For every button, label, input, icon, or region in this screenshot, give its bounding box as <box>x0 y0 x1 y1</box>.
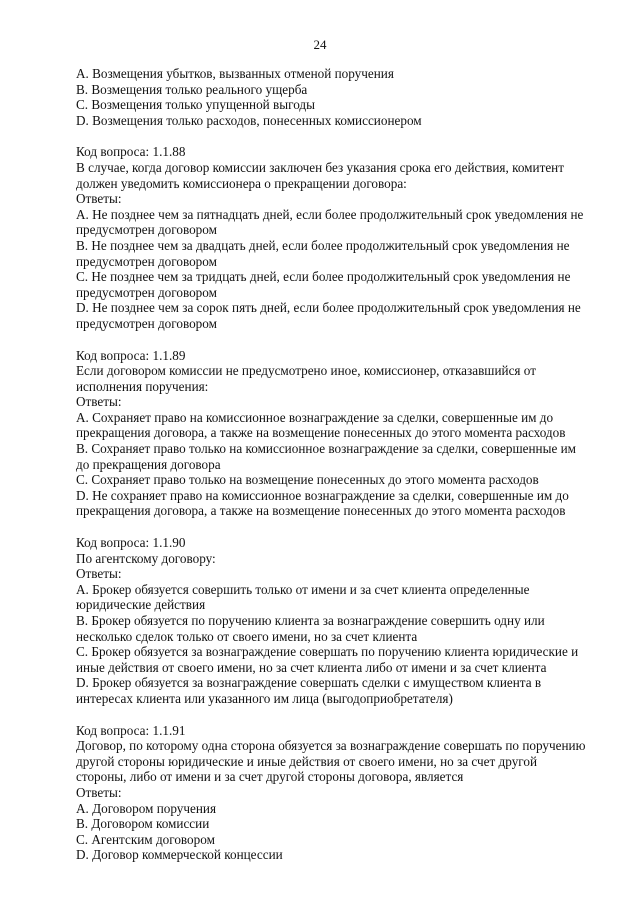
page-number: 24 <box>313 37 327 52</box>
answer-option-continuation: иные действия от своего имени, но за счет клиента либо от имени и за счет клиента <box>76 659 547 675</box>
question-code: Код вопроса: 1.1.89 <box>76 347 186 363</box>
answer-option: A. Сохраняет право на комиссионное вознаграждение за сделки, совершенные им до <box>76 409 554 425</box>
answer-option-continuation: несколько сделок только от своего имени, но за счет клиента <box>76 628 418 644</box>
answer-option-continuation: юридические действия <box>76 597 206 613</box>
answer-option-continuation: предусмотрен договором <box>76 222 217 238</box>
question-text-line: исполнения поручения: <box>76 378 209 394</box>
answer-option: A. Не позднее чем за пятнадцать дней, если более продолжительный срок уведомления не <box>76 206 584 222</box>
answer-option: A. Договором поручения <box>76 800 217 816</box>
answer-option: D. Возмещения только расходов, понесенных комиссионером <box>76 112 422 128</box>
question-block <box>76 348 576 520</box>
answer-option: C. Не позднее чем за тридцать дней, если более продолжительный срок уведомления не <box>76 269 571 285</box>
answer-option: B. Не позднее чем за двадцать дней, если более продолжительный срок уведомления не <box>76 237 570 253</box>
answer-option: B. Договором комиссии <box>76 816 210 832</box>
answer-option: A. Брокер обязуется совершить только от имени и за счет клиента определенные <box>76 581 530 597</box>
answer-option-continuation: предусмотрен договором <box>76 253 217 269</box>
question-text-line: По агентскому договору: <box>76 550 216 566</box>
answer-option: D. Брокер обязуется за вознаграждение совершать сделки с имуществом клиента в <box>76 675 542 691</box>
question-text-line: В случае, когда договор комиссии заключен без указания срока его действия, комитент <box>76 159 565 175</box>
answer-option: B. Сохраняет право только на комиссионное вознаграждение за сделки, совершенные им <box>76 441 576 457</box>
answer-option-continuation: прекращения договора, а также на возмещение понесенных до этого момента расходов <box>76 425 566 441</box>
answer-option: D. Не сохраняет право на комиссионное вознаграждение за сделки, совершенные им до <box>76 487 569 503</box>
answer-option: D. Не позднее чем за сорок пять дней, если более продолжительный срок уведомления не <box>76 300 581 316</box>
question-text-line: другой стороны юридические и иные действия от своего имени, но за счет другой <box>76 753 538 769</box>
answer-option-continuation: до прекращения договора <box>76 456 221 472</box>
question-text-line: Договор, по которому одна сторона обязуется за вознаграждение совершать по поручению <box>76 738 586 754</box>
question-text-line: Если договором комиссии не предусмотрено иное, комиссионер, отказавшийся от <box>76 363 536 379</box>
answer-option-continuation: предусмотрен договором <box>76 284 217 300</box>
question-block <box>76 144 584 331</box>
answer-option: D. Договор коммерческой концессии <box>76 847 283 863</box>
answers-label: Ответы: <box>76 566 122 582</box>
answers-label: Ответы: <box>76 191 122 207</box>
previous-answers <box>76 66 576 128</box>
answer-option: B. Возмещения только реального ущерба <box>76 81 308 97</box>
answer-option: C. Агентским договором <box>76 831 215 847</box>
question-code: Код вопроса: 1.1.90 <box>76 535 186 551</box>
question-code: Код вопроса: 1.1.88 <box>76 144 186 160</box>
question-text-line: должен уведомить комиссионера о прекращении договора: <box>76 175 407 191</box>
answer-option-continuation: интересах клиента или указанного им лица (выгодоприобретателя) <box>76 690 453 706</box>
answers-label: Ответы: <box>76 394 122 410</box>
question-code: Код вопроса: 1.1.91 <box>76 722 186 738</box>
page-content <box>76 66 586 863</box>
question-text-line: стороны, либо от имени и за счет другой стороны договора, является <box>76 769 464 785</box>
answer-option: C. Возмещения только упущенной выгоды <box>76 97 315 113</box>
answer-option: C. Брокер обязуется за вознаграждение совершать по поручению клиента юридические и <box>76 644 579 660</box>
answer-option: C. Сохраняет право только на возмещение понесенных до этого момента расходов <box>76 472 539 488</box>
answers-label: Ответы: <box>76 784 122 800</box>
answer-option: A. Возмещения убытков, вызванных отменой поручения <box>76 66 394 81</box>
question-block <box>76 722 586 863</box>
answer-option: B. Брокер обязуется по поручению клиента за вознаграждение совершить одну или <box>76 613 545 628</box>
answer-option-continuation: предусмотрен договором <box>76 315 217 331</box>
answer-option-continuation: прекращения договора, а также на возмещение понесенных до этого момента расходов <box>76 503 566 519</box>
question-block <box>76 535 579 707</box>
